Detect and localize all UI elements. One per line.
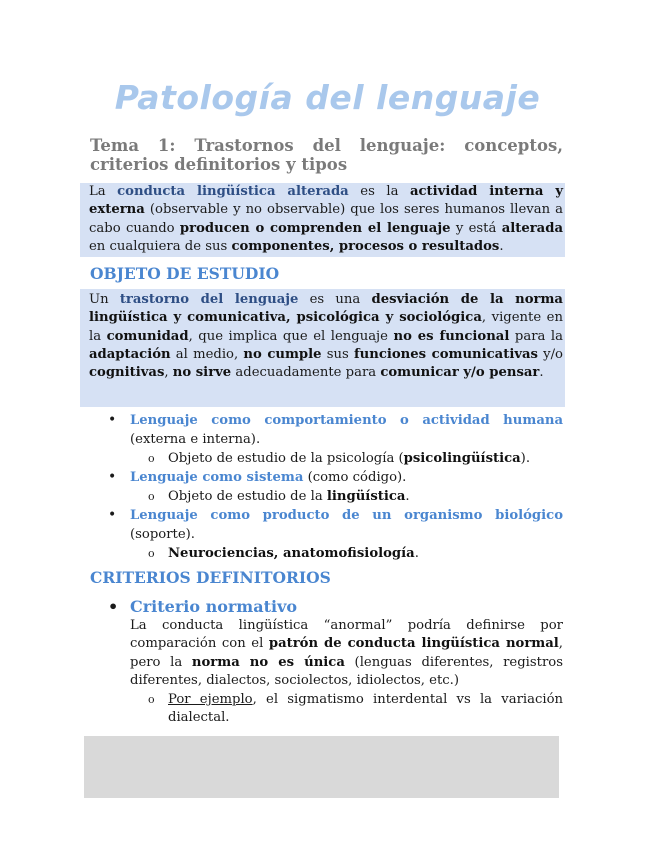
- underlined-text: Por ejemplo: [168, 691, 253, 707]
- bold-text: comunidad: [106, 328, 189, 344]
- page-title: Patología del lenguaje: [114, 78, 541, 117]
- section-heading-objeto: OBJETO DE ESTUDIO: [90, 264, 280, 283]
- bold-text: no cumple: [243, 346, 322, 362]
- bold-text: funciones comunicativas: [354, 346, 538, 362]
- bold-text: patrón de conducta lingüística normal: [268, 636, 559, 651]
- bold-text: producen o comprenden el lenguaje: [179, 220, 451, 236]
- bold-text: Neurociencias, anatomofisiología: [168, 546, 415, 561]
- criterio-body: [108, 617, 563, 691]
- text: Objeto de estudio de la psicología (: [168, 451, 404, 466]
- trastorno-definition-box: [80, 289, 565, 407]
- bold-text: psicolingüística: [403, 451, 521, 466]
- sub-list-item: [108, 449, 563, 468]
- sub-bullet-icon: o: [148, 547, 155, 560]
- text: ).: [520, 451, 531, 466]
- sub-list-item: [108, 691, 563, 728]
- bold-text: comunicar y/o pensar: [380, 365, 540, 381]
- text: (lenguas diferentes, registros diferentes, dialectos, sociolectos, idiolectos, etc.): [130, 654, 563, 688]
- bold-text: actividad interna y externa: [89, 184, 564, 218]
- text: adecuadamente para: [231, 365, 381, 381]
- highlight-term: conducta lingüística alterada: [117, 184, 349, 199]
- text: .: [414, 546, 419, 561]
- text: y está: [450, 220, 502, 236]
- text: .: [499, 238, 504, 254]
- highlight-term: trastorno del lenguaje: [119, 292, 299, 307]
- redacted-block: [84, 736, 559, 798]
- text: es la: [348, 184, 410, 199]
- text: y/o: [537, 346, 564, 362]
- bold-text: no sirve: [172, 365, 232, 381]
- bold-text: lingüística: [326, 489, 406, 504]
- list-item-head: Lenguaje como comportamiento o actividad humana: [130, 413, 563, 428]
- sub-bullet-icon: o: [148, 490, 155, 503]
- sub-list-item: [108, 544, 563, 563]
- topic-heading: Tema 1: Trastornos del lenguaje: conceptos, criterios definitorios y tipos: [90, 136, 563, 174]
- bullet-list: [108, 411, 563, 563]
- bold-text: desviación de la norma lingüística y comunicativa, psicológica y sociológica: [89, 292, 563, 326]
- text: (observable y no observable) que los seres humanos llevan a cabo cuando: [89, 202, 563, 236]
- bold-text: componentes, procesos o resultados: [231, 238, 500, 254]
- bullet-icon: •: [108, 412, 117, 428]
- text: .: [405, 489, 410, 504]
- text: , pero la: [130, 636, 563, 670]
- bold-text: cognitivas: [89, 365, 165, 381]
- bullet-icon: •: [108, 469, 117, 485]
- section-heading-criterios: CRITERIOS DEFINITORIOS: [90, 568, 331, 587]
- text: La conducta lingüística “anormal” podría definirse por comparación con el: [130, 617, 563, 651]
- list-item-text: (externa e interna).: [130, 432, 261, 447]
- text: en cualquiera de sus: [89, 238, 232, 254]
- criterio-block: [108, 598, 563, 728]
- criterio-title: [108, 598, 563, 617]
- text: es una: [298, 292, 372, 307]
- list-item-text: (como código).: [303, 470, 407, 485]
- sub-list-item: [108, 487, 563, 506]
- bullet-icon: •: [108, 597, 119, 616]
- bold-text: norma no es única: [191, 654, 345, 670]
- text: , vigente en la: [89, 310, 563, 344]
- bold-text: adaptación: [89, 346, 171, 362]
- list-item-head: Lenguaje como sistema: [130, 470, 304, 485]
- text: La: [89, 184, 118, 199]
- list-item: [108, 468, 563, 487]
- sub-bullet-icon: o: [148, 452, 155, 465]
- list-item: [108, 411, 563, 449]
- bold-text: no es funcional: [393, 328, 510, 344]
- criterio-title-text: Criterio normativo: [130, 597, 298, 616]
- list-item: [108, 506, 563, 544]
- bullet-icon: •: [108, 507, 117, 523]
- text: , que implica que el lenguaje: [188, 328, 394, 344]
- text: , el sigmatismo interdental vs la variación dialectal.: [168, 691, 563, 725]
- text: Un: [89, 292, 120, 307]
- text: al medio,: [170, 346, 244, 362]
- text: sus: [321, 346, 354, 362]
- text: Objeto de estudio de la: [168, 489, 327, 504]
- text: para la: [509, 328, 563, 344]
- text: ,: [164, 365, 173, 381]
- bold-text: alterada: [501, 220, 563, 236]
- sub-bullet-icon: o: [148, 692, 155, 706]
- text: .: [539, 365, 544, 381]
- list-item-head: Lenguaje como producto de un organismo biológico: [130, 508, 563, 523]
- list-item-text: (soporte).: [130, 527, 195, 542]
- definition-box: [80, 183, 565, 257]
